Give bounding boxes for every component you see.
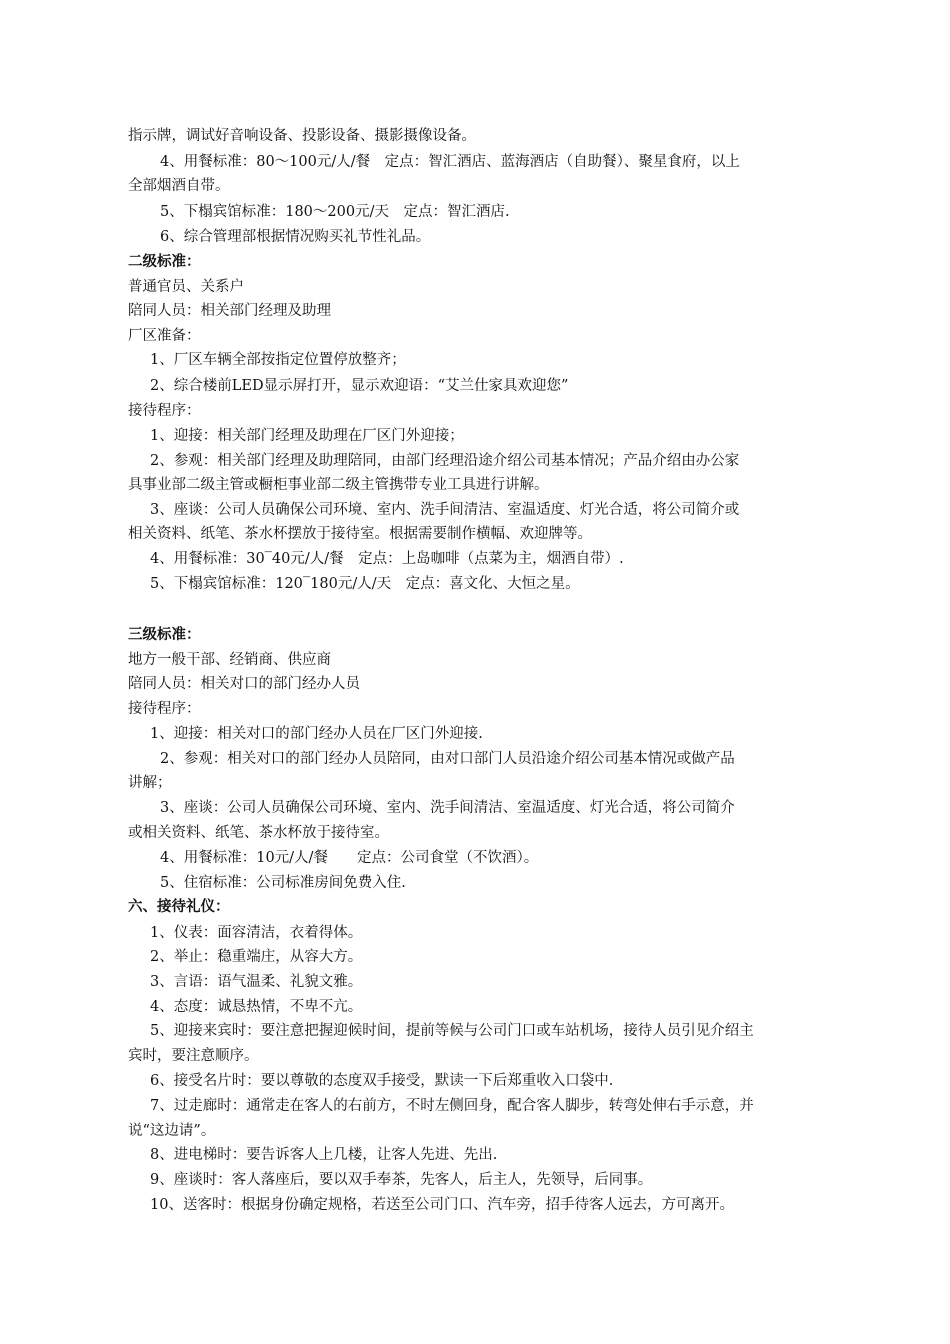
- text-line: 1、仪表：面容清洁，衣着得体。: [150, 925, 363, 941]
- section-heading-level-2: 二级标准：: [128, 254, 201, 270]
- text-line: 2、综合楼前LED显示屏打开，显示欢迎语：“艾兰仕家具欢迎您”: [150, 378, 569, 394]
- text-line: 2、举止：稳重端庄，从容大方。: [150, 949, 363, 965]
- text-line: 2、参观：相关部门经理及助理陪同，由部门经理沿途介绍公司基本情况；产品介绍由办公家: [150, 453, 740, 469]
- text-line: 4、用餐标准：30‾40元/人/餐 定点：上岛咖啡（点菜为主，烟酒自带）.: [150, 551, 624, 567]
- text-line: 陪同人员：相关对口的部门经办人员: [128, 676, 360, 692]
- text-line: 6、接受名片时：要以尊敬的态度双手接受，默读一下后郑重收入口袋中.: [150, 1073, 614, 1089]
- text-line: 1、厂区车辆全部按指定位置停放整齐；: [150, 352, 406, 368]
- section-heading-etiquette: 六、接待礼仪：: [128, 899, 230, 915]
- text-line: 普通官员、关系户: [128, 279, 244, 295]
- text-line: 1、迎接：相关部门经理及助理在厂区门外迎接；: [150, 428, 464, 444]
- text-line: 1、迎接：相关对口的部门经办人员在厂区门外迎接.: [150, 726, 483, 742]
- text-line: 说“这边请”。: [128, 1123, 216, 1139]
- text-line: 具事业部二级主管或橱柜事业部二级主管携带专业工具进行讲解。: [128, 477, 549, 493]
- text-line: 宾时，要注意顺序。: [128, 1048, 259, 1064]
- text-line: 接待程序：: [128, 403, 201, 419]
- text-line: 8、进电梯时：要告诉客人上几楼，让客人先进、先出.: [150, 1147, 498, 1163]
- section-heading-level-3: 三级标准：: [128, 627, 201, 643]
- text-line: 地方一般干部、经销商、供应商: [128, 652, 331, 668]
- text-line: 讲解；: [128, 775, 172, 791]
- text-line: 相关资料、纸笔、茶水杯摆放于接待室。根据需要制作横幅、欢迎牌等。: [128, 526, 592, 542]
- text-line: 厂区准备：: [128, 328, 201, 344]
- text-line: 10、送客时：根据身份确定规格，若送至公司门口、汽车旁，招手待客人远去，方可离开。: [150, 1197, 734, 1213]
- text-line: 5、下榻宾馆标准：180～200元/天 定点：智汇酒店.: [160, 204, 510, 220]
- text-line: 3、座谈：公司人员确保公司环境、室内、洗手间清洁、室温适度、灯光合适，将公司简介或: [150, 502, 740, 518]
- text-line: 3、座谈：公司人员确保公司环境、室内、洗手间清洁、室温适度、灯光合适，将公司简介: [160, 800, 735, 816]
- text-line: 或相关资料、纸笔、茶水杯放于接待室。: [128, 825, 389, 841]
- text-line: 4、用餐标准：10元/人/餐 定点：公司食堂（不饮酒）。: [160, 850, 539, 866]
- text-line: 6、综合管理部根据情况购买礼节性礼品。: [160, 229, 431, 245]
- text-line: 5、住宿标准：公司标准房间免费入住.: [160, 875, 406, 891]
- text-line: 全部烟酒自带。: [128, 178, 230, 194]
- text-line: 5、迎接来宾时：要注意把握迎候时间，提前等候与公司门口或车站机场，接待人员引见介绍主: [150, 1023, 754, 1039]
- text-line: 4、用餐标准：80～100元/人/餐 定点：智汇酒店、蓝海酒店（自助餐）、聚星食府，以上: [160, 154, 740, 170]
- text-line: 7、过走廊时：通常走在客人的右前方，不时左侧回身，配合客人脚步，转弯处伸右手示意，并: [150, 1098, 754, 1114]
- text-line: 9、座谈时：客人落座后，要以双手奉茶，先客人，后主人，先领导，后同事。: [150, 1172, 653, 1188]
- text-line: 陪同人员：相关部门经理及助理: [128, 303, 331, 319]
- text-line: 3、言语：语气温柔、礼貌文雅。: [150, 974, 363, 990]
- text-line: 指示牌，调试好音响设备、投影设备、摄影摄像设备。: [128, 128, 476, 144]
- text-line: 接待程序：: [128, 701, 201, 717]
- text-line: 5、下榻宾馆标准：120‾180元/人/天 定点：喜文化、大恒之星。: [150, 576, 580, 592]
- text-line: 2、参观：相关对口的部门经办人员陪同，由对口部门人员沿途介绍公司基本情况或做产品: [160, 751, 735, 767]
- text-line: 4、态度：诚恳热情，不卑不亢。: [150, 999, 363, 1015]
